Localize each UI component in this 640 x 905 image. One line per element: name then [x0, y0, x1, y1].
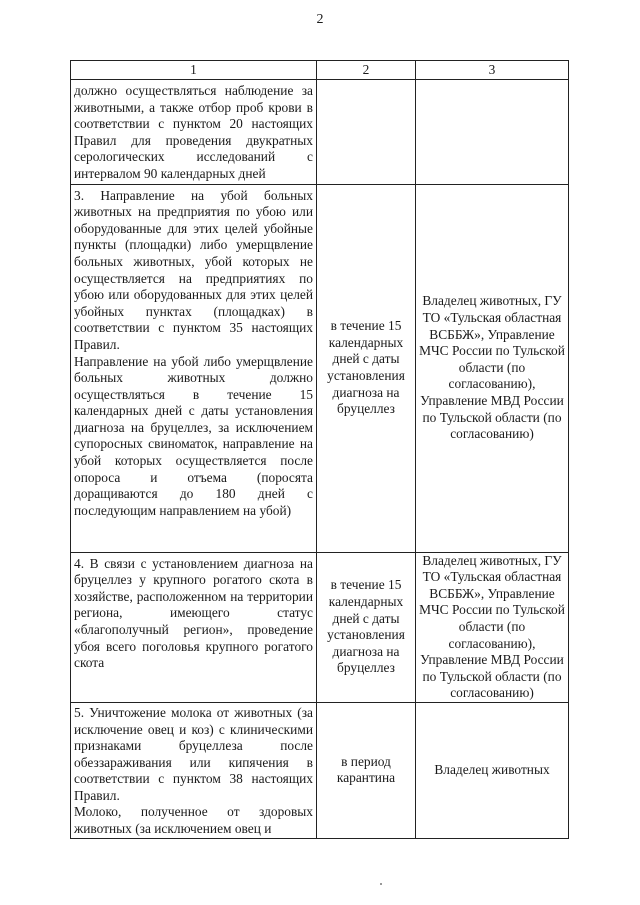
measures-table — [70, 60, 569, 839]
measure-description: 4. В связи с установлением диагноза на бруцеллез у крупного рогатого скота в хозяйстве, расположенном на территории региона, имеющего статус «благополучный регион», проведение убоя всего поголовья крупного рогатого скота — [71, 552, 317, 702]
measure-description — [71, 184, 317, 552]
measure-paragraph: 3. Направление на убой больных животных на предприятия по убою или оборудованные для этих целей убойные пункты (площадки) либо умерщвление больных животных, убой которых не осуществляется на предприятиях по убою или оборудованных для этих целей убойных пунктах (площадках) в соответствии с пунктом 35 настоящих Правил. — [74, 187, 313, 352]
table-header-row — [71, 61, 569, 80]
table-row — [71, 702, 569, 838]
measure-deadline — [317, 80, 416, 185]
measure-paragraph: Направление на убой либо умерщвление больных животных должно осуществляться в течение 15 календарных дней с даты установления диагноза на бруцеллез, за исключением супоросных свиноматок, направление на убой которых осуществляется после опороса и отъема (поросята доращиваются до 180 дней с последующим направлением на убой) — [74, 353, 313, 518]
measure-paragraph: Молоко, полученное от здоровых животных (за исключением овец и — [74, 804, 313, 837]
measure-description — [71, 702, 317, 838]
header-col-3: 3 — [416, 61, 569, 80]
scan-speck — [380, 883, 382, 885]
page-number: 2 — [316, 12, 324, 27]
measure-deadline: в течение 15 календарных дней с даты установления диагноза на бруцеллез — [317, 552, 416, 702]
measure-deadline: в период карантина — [317, 702, 416, 838]
measure-responsible: Владелец животных, ГУ ТО «Тульская областная ВСББЖ», Управление МЧС России по Тульской области (по согласованию), Управление МВД России по Тульской области (по согласованию) — [416, 184, 569, 552]
table-row — [71, 80, 569, 185]
measure-deadline: в течение 15 календарных дней с даты установления диагноза на бруцеллез — [317, 184, 416, 552]
measure-responsible: Владелец животных — [416, 702, 569, 838]
header-col-2: 2 — [317, 61, 416, 80]
measure-responsible — [416, 80, 569, 185]
measure-responsible: Владелец животных, ГУ ТО «Тульская областная ВСББЖ», Управление МЧС России по Тульской области (по согласованию), Управление МВД России по Тульской области (по согласованию) — [416, 552, 569, 702]
measure-description: должно осуществляться наблюдение за животными, а также отбор проб крови в соответствии с пунктом 20 настоящих Правил для проведения двукратных серологических исследований с интервалом 90 календарных дней — [71, 80, 317, 185]
measure-paragraph: 5. Уничтожение молока от животных (за исключение овец и коз) с клиническими признаками бруцеллеза после обеззараживания или кипячения в соответствии с пунктом 38 настоящих Правил. — [74, 704, 313, 803]
table-row — [71, 184, 569, 552]
header-col-1: 1 — [71, 61, 317, 80]
table-row — [71, 552, 569, 702]
